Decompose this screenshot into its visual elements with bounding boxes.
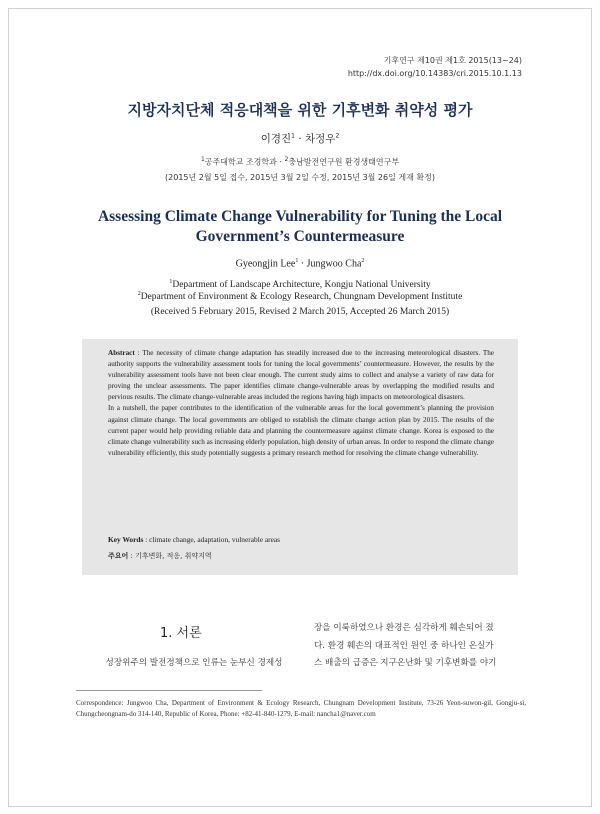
author-1-mark: 1 xyxy=(291,132,295,140)
section-heading: 1. 서론 xyxy=(160,626,202,641)
english-title-line-1: Assessing Climate Change Vulnerability for Tuning the Local xyxy=(97,208,503,225)
abstract-text-1: The necessity of climate change adaptation has steadily increased due to the increasing meteorological disasters. The authority supports the vulnerability assessment tools for tuning the local governments’ countermeasure. However, the results by the vulnerability assessment tools have not been clear enough. The current study aims to collect and analyse a variety of raw data for proving the unclear assessments. The paper identifies climate change-vulnerable areas by overlapping the modified results and pervious results. The climate change-vulnerable areas included the regions having high impacts on meteorological disasters. xyxy=(108,349,494,402)
english-author-2: Jungwoo Cha xyxy=(306,258,362,270)
korean-affil-1: 공주대학교 조경학과 · xyxy=(204,157,285,167)
korean-author-2: 차정우 xyxy=(305,133,336,145)
english-affiliation-2 xyxy=(0,291,600,302)
keywords-sep: : xyxy=(143,535,150,544)
journal-info: 기후연구 제10권 제1호 2015(13~24) xyxy=(383,56,522,65)
en-affil-1-mark: 1 xyxy=(169,279,173,285)
english-dates: (Received 5 February 2015, Revised 2 March 2015, Accepted 26 March 2015) xyxy=(150,307,450,317)
en-author-separator: · xyxy=(298,258,307,270)
body-line: 장을 이룩하였으나 환경은 심각하게 훼손되어 졌 xyxy=(314,623,494,633)
abstract-sep: : xyxy=(134,349,143,357)
keywords xyxy=(108,535,280,544)
english-author-1: Gyeongjin Lee xyxy=(235,258,296,270)
en-affil-2-mark: 2 xyxy=(137,291,141,297)
korean-title: 지방자치단체 적응대책을 위한 기후변화 취약성 평가 xyxy=(127,101,473,119)
body-line: 스 배출의 급증은 지구온난화 및 기후변화를 야기 xyxy=(314,658,497,668)
abstract-paragraph-2: In a nutshell, the paper contributes to the identification of the vulnerable areas for the local government’s planning the provision against climate change. The local governments are obliged to establish the climate change action plan by 2015. The results of the current paper would help providing reliable data and planning the countermeasure against climate change. Korea is exposed to the climate change vulnerability such as increasing elderly population, high density of urban areas. In order to respond the climate change vulnerability efficiently, this study potentially suggests a primary research method for resolving the climate change vulnerability. xyxy=(108,404,494,457)
english-title-line-2: Government’s Countermeasure xyxy=(195,228,405,245)
korean-keywords xyxy=(108,551,212,561)
affil-2-mark: 2 xyxy=(284,156,289,163)
korean-authors xyxy=(0,131,600,146)
korean-dates: (2015년 2월 5일 접수, 2015년 3월 2일 수정, 2015년 3월 26일 게재 확정) xyxy=(165,173,435,182)
korean-keywords-sep: : xyxy=(128,552,136,560)
en-author-1-mark: 1 xyxy=(295,258,299,264)
body-text-right xyxy=(314,620,528,673)
en-author-2-mark: 2 xyxy=(361,258,365,264)
english-affiliation-1 xyxy=(0,279,600,290)
abstract-paragraph-1 xyxy=(108,348,494,403)
author-2-mark: 2 xyxy=(335,132,340,140)
keywords-text: climate change, adaptation, vulnerable areas xyxy=(149,535,281,544)
doi-link[interactable]: http://dx.doi.org/10.14383/cri.2015.10.1.13 xyxy=(347,69,522,78)
korean-affil-2: 충남발전연구원 환경생태연구부 xyxy=(288,157,400,167)
abstract xyxy=(108,348,494,459)
affil-1-mark: 1 xyxy=(200,156,205,163)
footnote-divider xyxy=(76,690,262,691)
author-separator: · xyxy=(294,133,305,145)
abstract-label: Abstract xyxy=(108,349,135,357)
body-text-left: 성장위주의 발전정책으로 인류는 눈부신 경제성 xyxy=(105,658,283,668)
english-authors xyxy=(0,258,600,269)
correspondence-footnote: Correspondence: Jungwoo Cha, Department of Environment & Ecology Research, Chungnam Development Institute, 73-26 Yeon-suwon-gil, Gongju-si, Chungcheongnam-do 314-140, Republic of Korea, Phone: +82-41-840-1279, E-mail: nancha1@naver.com xyxy=(76,699,526,719)
keywords-label: Key Words xyxy=(108,535,144,544)
en-affil-2-text: Department of Environment & Ecology Research, Chungnam Development Institute xyxy=(140,292,463,303)
korean-author-1: 이경진 xyxy=(260,133,292,145)
body-line: 다. 환경 훼손의 대표적인 원인 중 하나인 온실가 xyxy=(314,640,494,651)
en-affil-1-text: Department of Landscape Architecture, Kongju National University xyxy=(172,280,431,291)
english-title xyxy=(0,207,600,247)
korean-affiliations xyxy=(0,156,600,168)
korean-keywords-label: 주요어 xyxy=(108,552,129,560)
korean-keywords-text: 기후변화, 적응, 취약지역 xyxy=(135,552,212,560)
